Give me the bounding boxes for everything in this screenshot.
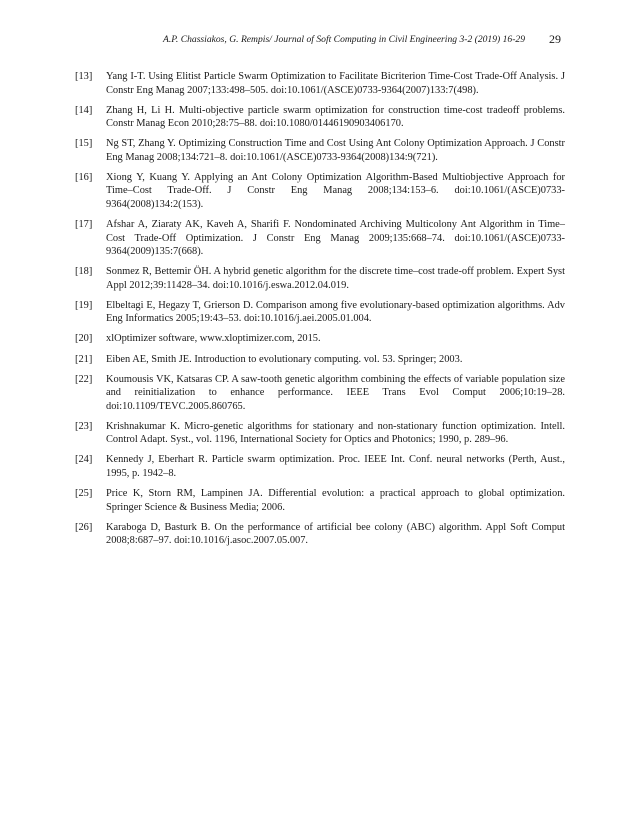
reference-number: [18] (75, 266, 93, 278)
reference-list (75, 70, 565, 554)
reference-text: Eiben AE, Smith JE. Introduction to evolutionary computing. vol. 53. Springer; 2003. (106, 353, 463, 365)
reference-item (75, 521, 565, 548)
reference-number: [13] (75, 71, 93, 82)
reference-text: Ng ST, Zhang Y. Optimizing Construction Time and Cost Using Ant Colony Optimization Approach. J Constr Eng Manag 2008;134:721–8. doi:10.1061/(ASCE)0733-9364(2008)134:9(721). (106, 138, 565, 163)
reference-number: [26] (75, 521, 93, 533)
reference-text: Koumousis VK, Katsaras CP. A saw-tooth genetic algorithm combining the effects of variable population size and reinitialization to enhance performance. IEEE Trans Evol Comput 2006;10:19–28. doi:10.1109/TEVC.2005.860765. (106, 373, 565, 412)
reference-text: Krishnakumar K. Micro-genetic algorithms for stationary and non-stationary function optimization. Intell. Control Adapt. Syst., vol. 1196, International Society for Optics and Photonics; 1990, p. 289–96. (106, 420, 565, 446)
reference-item (75, 104, 565, 131)
reference-text: xlOptimizer software, www.xloptimizer.com, 2015. (106, 333, 321, 345)
reference-number: [22] (75, 373, 93, 385)
reference-number: [16] (75, 171, 93, 183)
reference-text: Karaboga D, Basturk B. On the performance of artificial bee colony (ABC) algorithm. Appl Soft Comput 2008;8:687–97. doi:10.1016/j.asoc.2007.05.007. (106, 521, 565, 547)
running-head: A.P. Chassiakos, G. Rempis/ Journal of Soft Computing in Civil Engineering 3-2 (2019) 16-29 (163, 34, 525, 45)
reference-item (75, 420, 565, 447)
reference-text: Yang I-T. Using Elitist Particle Swarm Optimization to Facilitate Bicriterion Time-Cost Trade-Off Analysis. J Constr Eng Manag 2007;133:498–505. doi:10.1061/(ASCE)0733-9364(2007)133:7(498). (106, 71, 565, 96)
reference-text: Afshar A, Ziaraty AK, Kaveh A, Sharifi F. Nondominated Archiving Multicolony Ant Algorithm in Time–Cost Trade-Off Optimization. J Constr Eng Manag 2009;135:668–74. doi:10.1061/(ASCE)0733-9364(2009)135:7(668). (106, 219, 565, 258)
reference-item (75, 487, 565, 514)
reference-text: Elbeltagi E, Hegazy T, Grierson D. Comparison among five evolutionary-based optimization algorithms. Adv Eng Informatics 2005;19:43–53. doi:10.1016/j.aei.2005.01.004. (106, 299, 565, 325)
reference-item (75, 265, 565, 292)
reference-text: Zhang H, Li H. Multi-objective particle swarm optimization for construction time-cost tradeoff problems. Constr Manag Econ 2010;28:75–88. doi:10.1080/01446190903406170. (106, 104, 565, 130)
reference-number: [17] (75, 219, 93, 231)
reference-item (75, 373, 565, 414)
reference-text: Sonmez R, Bettemir ÖH. A hybrid genetic algorithm for the discrete time–cost trade-off problem. Expert Syst Appl 2012;39:11428–34. doi:10.1016/j.eswa.2012.04.019. (106, 266, 565, 291)
reference-text: Price K, Storn RM, Lampinen JA. Differential evolution: a practical approach to global optimization. Springer Science & Business Media; 2006. (106, 488, 565, 513)
reference-number: [15] (75, 138, 93, 150)
reference-number: [23] (75, 420, 93, 432)
reference-item (75, 171, 565, 212)
reference-number: [24] (75, 454, 93, 466)
reference-item (75, 218, 565, 259)
reference-item (75, 453, 565, 480)
reference-number: [21] (75, 353, 93, 365)
reference-number: [25] (75, 488, 93, 500)
reference-item (75, 353, 565, 367)
reference-item (75, 299, 565, 326)
reference-item (75, 332, 565, 346)
reference-item (75, 137, 565, 164)
reference-item (75, 70, 565, 97)
reference-number: [20] (75, 333, 93, 345)
reference-number: [19] (75, 299, 93, 311)
reference-text: Xiong Y, Kuang Y. Applying an Ant Colony Optimization Algorithm-Based Multiobjective Approach for Time–Cost Trade-Off. J Constr Eng Manag 2008;134:153–6. doi:10.1061/(ASCE)0733-9364(2008)134:2(153). (106, 171, 565, 210)
reference-number: [14] (75, 104, 93, 116)
page-number: 29 (549, 32, 561, 46)
reference-text: Kennedy J, Eberhart R. Particle swarm optimization. Proc. IEEE Int. Conf. neural networks (Perth, Aust., 1995, p. 1942–8. (106, 454, 565, 479)
